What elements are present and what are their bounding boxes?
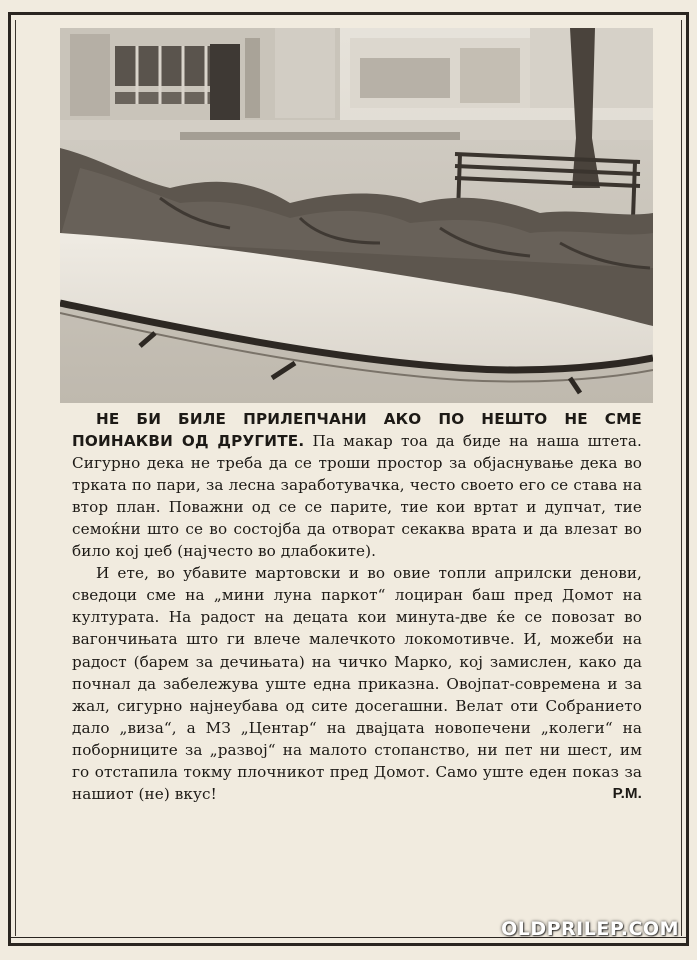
paragraph-2-text: И ете, во убавите мартовски и во овие топли априлски денови, сведоци сме на „мини луна паркот“ лоциран баш пред Домот на културата. На радост на децата кои минута-две ќе се повозат во вагончињата што ги влече малечкото локомотивче. И, можеби на радост (барем за дечињата) на чичко Марко, кој замислен, како да почнал да забележува уште една приказна. Овојпат-современа и за жал, сигурно најнеубава од сите досегашни. Велат оти Собранието дало „виза“, а МЗ „Центар“ на двајцата новопечени „колеги“ на поборниците за „развој“ на малото стопанство, ни пет ни шест, им го отстапила токму плочникот пред Домот. Само уште еден показ за нашиот (не) вкус! bbox=[72, 564, 642, 803]
clipping-border-bottom bbox=[8, 943, 689, 946]
clipping-border-left bbox=[8, 12, 11, 946]
paragraph-1-text: Па макар тоа да биде на наша штета. Сигурно дека не треба да се троши простор за објаснување дека во трката по пари, за лесна заработувачка, често своето его се става на втор план. Поважни од се се парите, тие кои вртат и дупчат, тие семоќни што се во состојба да отворат секаква врата и да влезат во било кој џеб (најчесто во длабоките). bbox=[72, 432, 642, 561]
article-headline: НЕ БИ БИЛЕ ПРИЛЕПЧАНИ АКО ПО НЕШТО НЕ СМЕ ПОИНАКВИ ОД ДРУГИТЕ. bbox=[72, 410, 642, 451]
article-paragraph-2 bbox=[72, 562, 642, 805]
clipping-rule-left bbox=[15, 20, 16, 936]
clipping-rule-right bbox=[681, 20, 682, 936]
author-signature: Р.М. bbox=[612, 784, 642, 802]
article-paragraph-1 bbox=[72, 408, 642, 562]
article-body bbox=[72, 408, 642, 805]
site-watermark: OLDPRILEP.COM bbox=[501, 918, 679, 940]
clipping-border-right bbox=[686, 12, 689, 946]
news-photo bbox=[60, 28, 653, 403]
clipping-border-top bbox=[8, 12, 689, 15]
